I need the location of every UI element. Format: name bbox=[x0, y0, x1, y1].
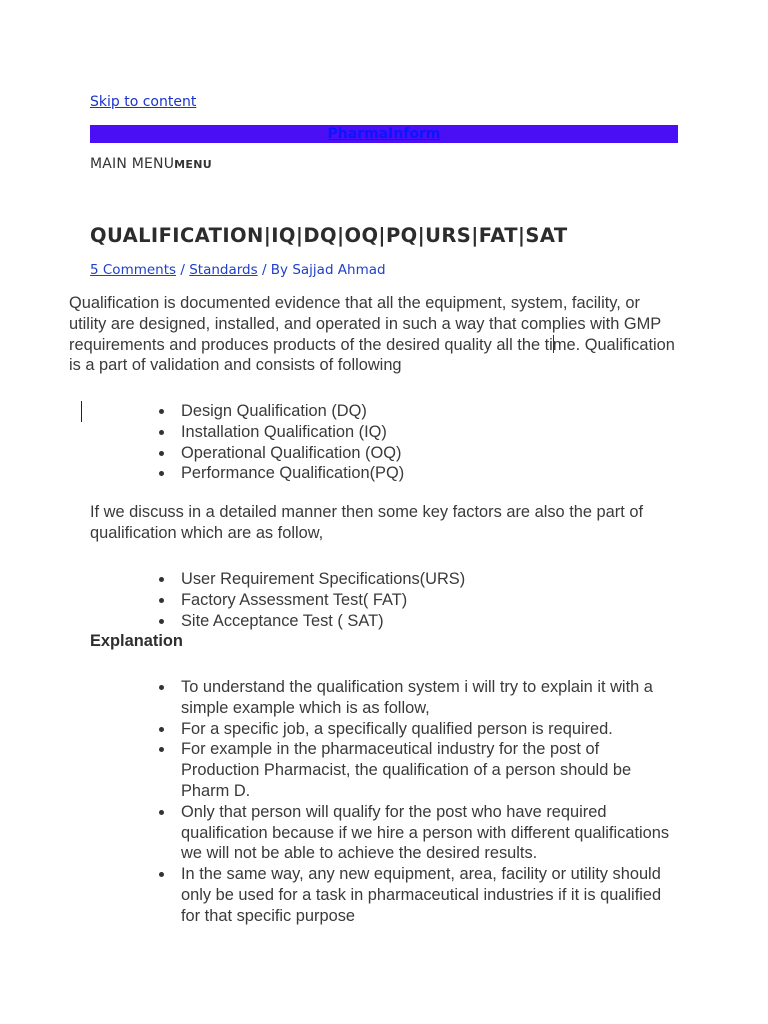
bullet-icon bbox=[159, 598, 164, 603]
list-item bbox=[181, 739, 681, 801]
meta-separator: / bbox=[176, 262, 190, 278]
author-byline: / By Sajjad Ahmad bbox=[257, 262, 386, 278]
list-item bbox=[181, 590, 681, 611]
list-item-text: For example in the pharmaceutical industry for the post of Production Pharmacist, the qualification of a person should be Pharm D. bbox=[181, 740, 632, 800]
bullet-icon bbox=[159, 685, 164, 690]
main-menu-small-label: MENU bbox=[174, 158, 212, 171]
list-item-text: User Requirement Specifications(URS) bbox=[181, 570, 466, 588]
bullet-icon bbox=[159, 619, 164, 624]
site-header-bar bbox=[90, 125, 678, 143]
bullet-icon bbox=[159, 430, 164, 435]
bullet-icon bbox=[159, 810, 164, 815]
list-item-text: Site Acceptance Test ( SAT) bbox=[181, 611, 384, 630]
list-item bbox=[181, 719, 681, 740]
key-factors-list bbox=[181, 569, 681, 631]
list-item-text: To understand the qualification system i will try to explain it with a simple example which is as follow, bbox=[181, 678, 653, 717]
list-item bbox=[181, 802, 681, 864]
explanation-list bbox=[181, 677, 681, 927]
comments-link[interactable]: 5 Comments bbox=[90, 262, 177, 278]
main-menu-toggle[interactable] bbox=[90, 156, 212, 172]
key-factors-paragraph: If we discuss in a detailed manner then some key factors are also the part of qualification which are as follow, bbox=[90, 503, 644, 542]
list-item-text: Performance Qualification(PQ) bbox=[181, 464, 405, 483]
bullet-icon bbox=[159, 727, 164, 732]
list-item bbox=[181, 611, 681, 632]
category-link[interactable]: Standards bbox=[189, 262, 258, 278]
list-item-text: For a specific job, a specifically qualified person is required. bbox=[181, 719, 613, 738]
list-item bbox=[181, 569, 681, 590]
intro-text-part-1: Qualification is documented evidence that all the equipment, system, facility, or utility are designed, installed, and operated in such a way that complies with GMP requirements and produces products of the desired quality all the ti bbox=[69, 294, 661, 354]
intro-paragraph bbox=[69, 293, 679, 376]
bullet-icon bbox=[159, 747, 164, 752]
list-item bbox=[181, 401, 681, 422]
bullet-icon bbox=[159, 577, 164, 582]
bullet-icon bbox=[159, 451, 164, 456]
qualification-types-list bbox=[181, 401, 681, 484]
explanation-heading: Explanation bbox=[90, 632, 183, 650]
bullet-icon bbox=[159, 471, 164, 476]
list-item-text: Only that person will qualify for the post who have required qualification because if we hire a person with different qualifications we will not be able to achieve the desired results. bbox=[181, 802, 670, 863]
post-meta bbox=[90, 262, 386, 278]
list-item bbox=[181, 443, 681, 464]
main-menu-label: MAIN MENU bbox=[90, 156, 175, 172]
bullet-icon bbox=[159, 872, 164, 877]
page-title: QUALIFICATION|IQ|DQ|OQ|PQ|URS|FAT|SAT bbox=[90, 224, 568, 247]
list-item-text: Factory Assessment Test( FAT) bbox=[181, 590, 408, 609]
intro-text-part-2: me. Qualification is a part of validation and consists of following bbox=[69, 335, 675, 375]
bullet-icon bbox=[159, 409, 164, 414]
list-item-text: Installation Qualification (IQ) bbox=[181, 422, 387, 441]
list-item bbox=[181, 463, 681, 484]
list-item-text: Design Qualification (DQ) bbox=[181, 402, 367, 420]
list-item-text: Operational Qualification (OQ) bbox=[181, 443, 402, 462]
list-item bbox=[181, 864, 681, 926]
list-item bbox=[181, 677, 681, 719]
list-item bbox=[181, 422, 681, 443]
text-cursor bbox=[81, 401, 82, 422]
site-title-link[interactable]: PharmaInform bbox=[327, 126, 441, 142]
list-item-text: In the same way, any new equipment, area, facility or utility should only be used for a task in pharmaceutical industries if it is qualified for that specific purpose bbox=[181, 865, 662, 925]
skip-to-content-link[interactable]: Skip to content bbox=[90, 94, 197, 110]
